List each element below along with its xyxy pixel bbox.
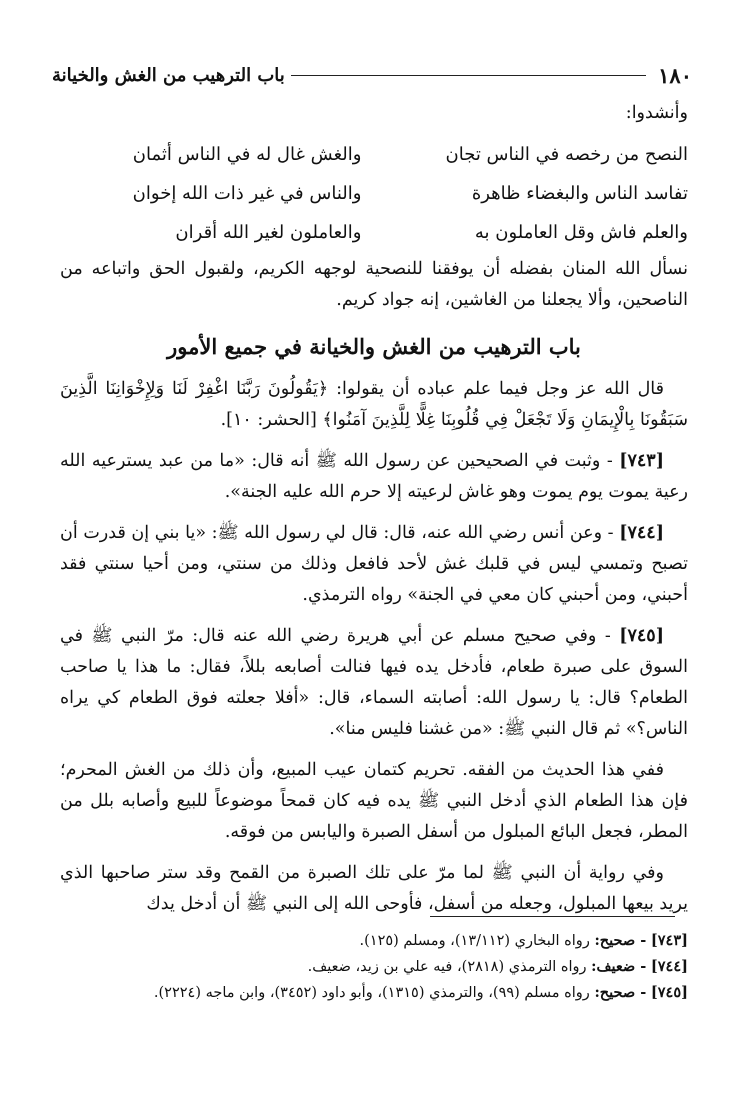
footnote-text: رواه مسلم (٩٩)، والترمذي (١٣١٥)، وأبو داود (٣٤٥٢)، وابن ماجه (٢٢٢٤). xyxy=(153,985,590,1001)
page-number: ١٨٠ xyxy=(658,62,692,88)
footnote-grade: - صحيح: xyxy=(594,984,647,1001)
footnote-separator xyxy=(430,916,675,917)
verse-first-hemistich: تفاسد الناس والبغضاء ظاهرة xyxy=(471,183,688,204)
poem-verse xyxy=(60,213,688,252)
poem xyxy=(60,135,688,252)
verse-first-hemistich: والعلم فاش وقل العاملون به xyxy=(474,222,688,243)
footnote xyxy=(60,928,688,954)
footnote-text: رواه الترمذي (٢٨١٨)، فيه علي بن زيد، ضعيف. xyxy=(307,959,587,975)
commentary-paragraph: ففي هذا الحديث من الفقه. تحريم كتمان عيب المبيع، وأن ذلك من الغش المحرم؛ فإن هذا الطعام الذي أدخل النبي ﷺ يده فيه كان قمحاً موضوعاً للبيع وأصابه بلل من المطر، فجعل البائع المبلول من أسفل الصبرة واليابس من فوقه. xyxy=(60,760,688,842)
main-text xyxy=(60,98,688,920)
footnote xyxy=(60,954,688,980)
hadith-number: [٧٤٥] xyxy=(619,626,664,646)
section-title: باب الترهيب من الغش والخيانة في جميع الأمور xyxy=(167,334,581,359)
footnote-text: رواه البخاري (١٣/١١٢)، ومسلم (١٢٥). xyxy=(359,933,590,949)
hadith-text: - وفي صحيح مسلم عن أبي هريرة رضي الله عنه قال: مرّ النبي ﷺ في السوق على صبرة طعام، فأدخل يده فيها فنالت أصابعه بللاً، فقال: ما هذا يا صاحب الطعام؟ قال: يا رسول الله: أصابته السماء، قال: «أفلا جعلته فوق الطعام كي يراه الناس؟» ثم قال النبي ﷺ: «من غشنا فليس منا». xyxy=(60,626,688,739)
footnote-grade: - صحيح: xyxy=(594,932,647,949)
footnote-grade: - ضعيف: xyxy=(591,958,647,975)
footnote-number: [٧٤٣] xyxy=(650,932,688,949)
opening-paragraph xyxy=(60,374,688,436)
verse-first-hemistich: النصح من رخصه في الناس تجان xyxy=(445,144,688,165)
hadith-743 xyxy=(60,446,688,508)
quran-verse: ﴿يَقُولُونَ رَبَّنَا اغْفِرْ لَنَا وَلِإِخْوَانِنَا الَّذِينَ سَبَقُونَا بِالْإِيمَانِ وَلَا تَجْعَلْ فِي قُلُوبِنَا غِلًّا لِلَّذِينَ آمَنُوا﴾ xyxy=(60,379,688,430)
header-rule xyxy=(291,75,646,76)
footnote-number: [٧٤٤] xyxy=(650,958,688,975)
opening-text: قال الله عز وجل فيما علم عباده أن يقولوا: xyxy=(336,379,664,399)
footnote-number: [٧٤٥] xyxy=(650,984,688,1001)
footnote xyxy=(60,980,688,1006)
hadith-745 xyxy=(60,621,688,745)
running-header xyxy=(52,58,692,92)
poem-intro: وأنشدوا: xyxy=(625,103,688,123)
footnotes xyxy=(60,928,688,1006)
verse-second-hemistich: والعاملون لغير الله أقران xyxy=(175,222,362,243)
poem-verse xyxy=(60,135,688,174)
quran-reference: [الحشر: ١٠]. xyxy=(220,410,317,430)
hadith-text: - وعن أنس رضي الله عنه، قال: قال لي رسول الله ﷺ: «يا بني إن قدرت أن تصبح وتمسي ليس في قلبك غش لأحد فافعل وذلك من سنتي، ومن أحيا سنتي فقد أحبني، ومن أحبني كان معي في الجنة» رواه الترمذي. xyxy=(60,523,688,605)
running-title: باب الترهيب من الغش والخيانة xyxy=(52,64,285,86)
hadith-744 xyxy=(60,518,688,611)
hadith-text: - وثبت في الصحيحين عن رسول الله ﷺ أنه قال: «ما من عبد يسترعيه الله رعية يموت يوم يموت وهو غاش لرعيته إلا حرم الله عليه الجنة». xyxy=(60,451,688,502)
verse-second-hemistich: والناس في غير ذات الله إخوان xyxy=(132,183,362,204)
hadith-number: [٧٤٤] xyxy=(619,523,664,543)
hadith-number: [٧٤٣] xyxy=(619,451,664,471)
closing-prayer: نسأل الله المنان بفضله أن يوفقنا للنصحية لوجهه الكريم، ولقبول الحق واتباعه من الناصحين، وألا يجعلنا من الغاشين، إنه جواد كريم. xyxy=(60,259,688,310)
verse-second-hemistich: والغش غال له في الناس أثمان xyxy=(132,144,362,165)
commentary-paragraph: وفي رواية أن النبي ﷺ لما مرّ على تلك الصبرة من القمح وقد ستر صاحبها الذي يريد بيعها المبلول، وجعله من أسفل، فأوحى الله إلى النبي ﷺ أن أدخل يدك xyxy=(60,863,688,914)
poem-verse xyxy=(60,174,688,213)
